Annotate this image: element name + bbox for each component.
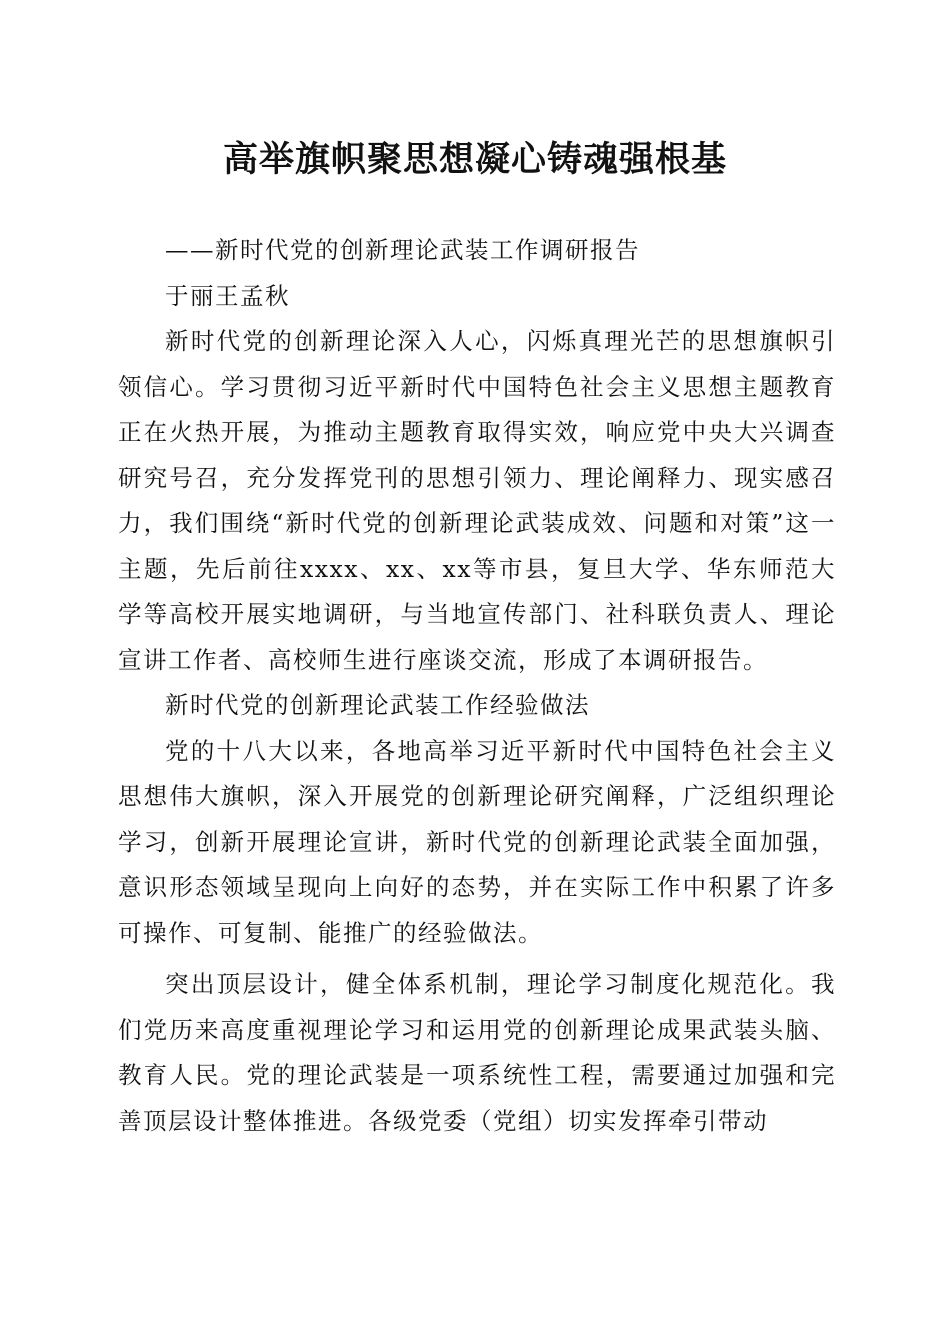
document-body [118,228,836,1144]
document-subtitle: ——新时代党的创新理论武装工作调研报告 [165,236,640,264]
section-heading: 新时代党的创新理论武装工作经验做法 [165,691,590,719]
document-authors: 于丽王孟秋 [165,281,290,310]
section-paragraph: 党的十八大以来，各地高举习近平新时代中国特色社会主义思想伟大旗帜，深入开展党的创新理论研究阐释，广泛组织理论学习，创新开展理论宣讲，新时代党的创新理论武装全面加强，意识形态领域呈现向上向好的态势，并在实际工作中积累了许多可操作、可复制、能推广的经验做法。 [118,736,836,947]
section-paragraph: 突出顶层设计，健全体系机制，理论学习制度化规范化。我们党历来高度重视理论学习和运用党的创新理论成果武装头脑、教育人民。党的理论武装是一项系统性工程，需要通过加强和完善顶层设计整体推进。各级党委（党组）切实发挥牵引带动 [118,970,836,1135]
document-title: 高举旗帜聚思想凝心铸魂强根基 [222,139,727,180]
intro-paragraph: 新时代党的创新理论深入人心，闪烁真理光芒的思想旗帜引领信心。学习贯彻习近平新时代中国特色社会主义思想主题教育正在火热开展，为推动主题教育取得实效，响应党中央大兴调查研究号召，充分发挥党刊的思想引领力、理论阐释力、现实感召力，我们围绕“新时代党的创新理论武装成效、问题和对策”这一主题，先后前往xxxx、xx、xx等市县，复旦大学、华东师范大学等高校开展实地调研，与当地宣传部门、社科联负责人、理论宣讲工作者、高校师生进行座谈交流，形成了本调研报告。 [118,327,836,674]
